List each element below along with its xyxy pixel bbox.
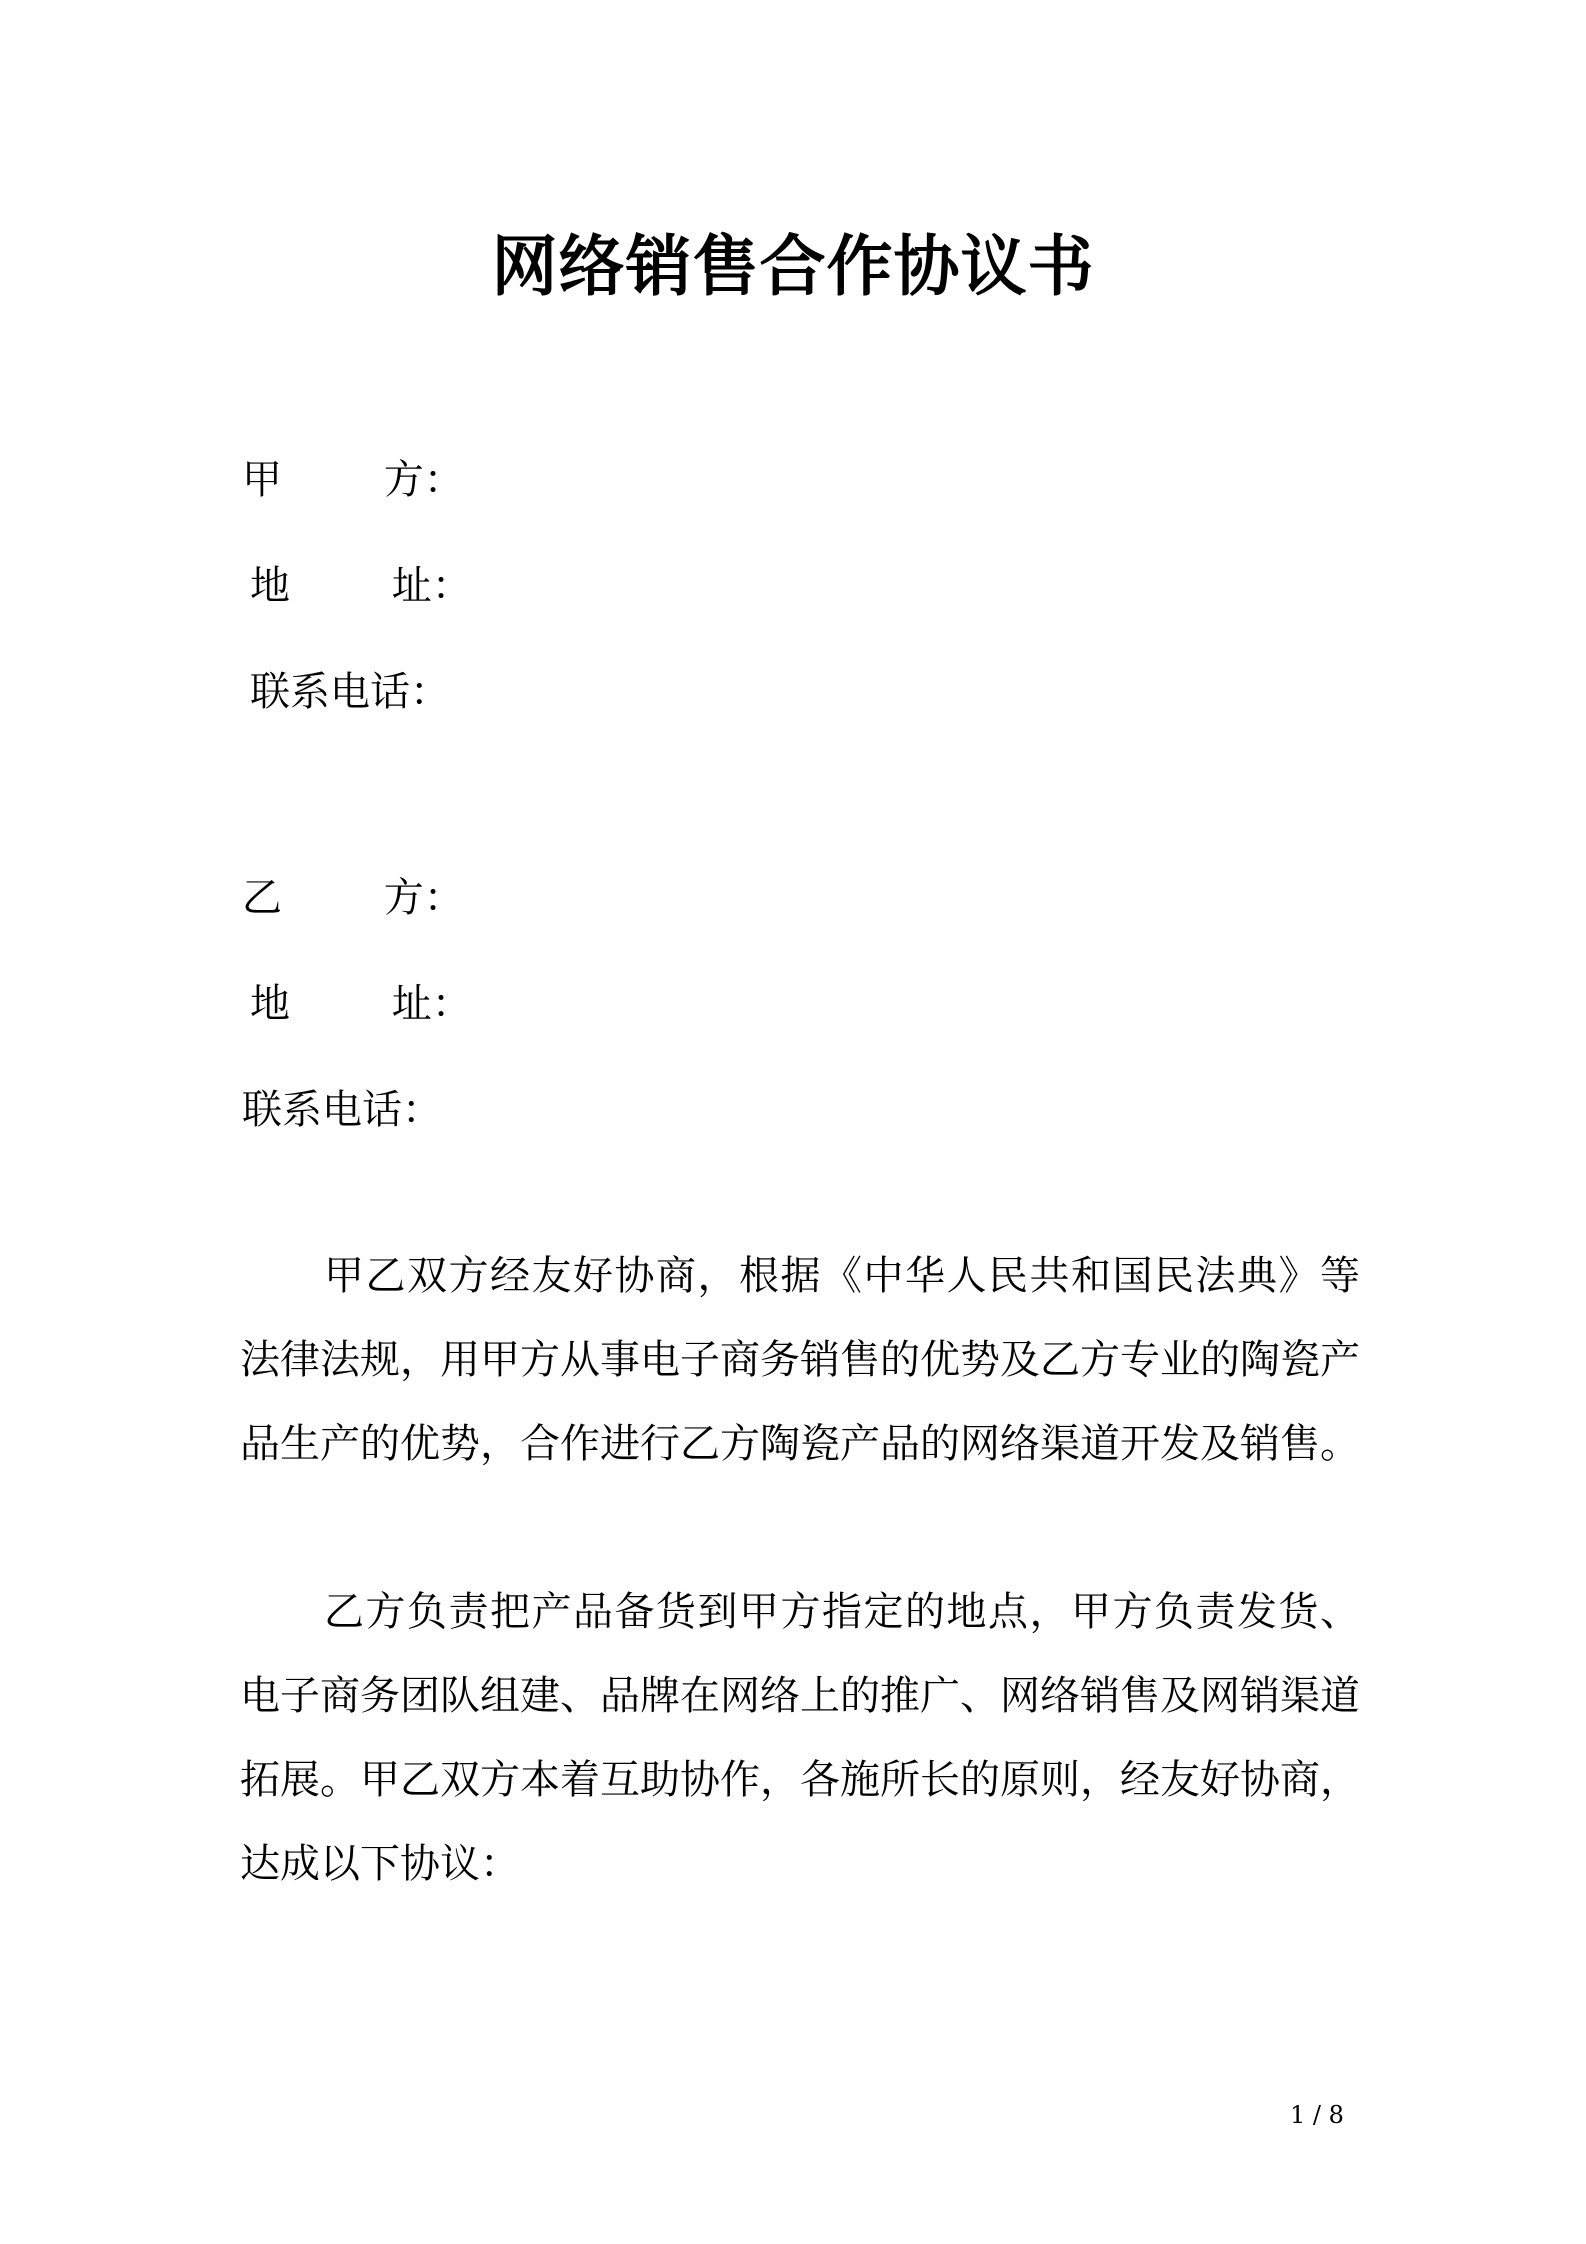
- body-paragraph-intro: 甲乙双方经友好协商，根据《中华人民共和国民法典》等法律法规，用甲方从事电子商务销售的优势及乙方专业的陶瓷产品生产的优势，合作进行乙方陶瓷产品的网络渠道开发及销售。: [240, 1253, 1360, 1467]
- page-number: 1 / 8: [1290, 2101, 1344, 2129]
- party-b-address-label: 地 址：: [250, 981, 472, 1027]
- party-a-name-label: 甲 方：: [242, 457, 464, 503]
- party-a-address-label: 地 址：: [250, 563, 472, 609]
- party-b-phone-label: 联系电话：: [242, 1087, 442, 1133]
- body-paragraph-responsibilities: 乙方负责把产品备货到甲方指定的地点，甲方负责发货、电子商务团队组建、品牌在网络上的推广、网络销售及网销渠道拓展。甲乙双方本着互助协作，各施所长的原则，经友好协商，达成以下协议：: [240, 1589, 1360, 1887]
- document-title: 网络销售合作协议书: [491, 228, 1095, 305]
- party-a-phone-label: 联系电话：: [250, 669, 450, 715]
- party-b-name-label: 乙 方：: [242, 875, 464, 921]
